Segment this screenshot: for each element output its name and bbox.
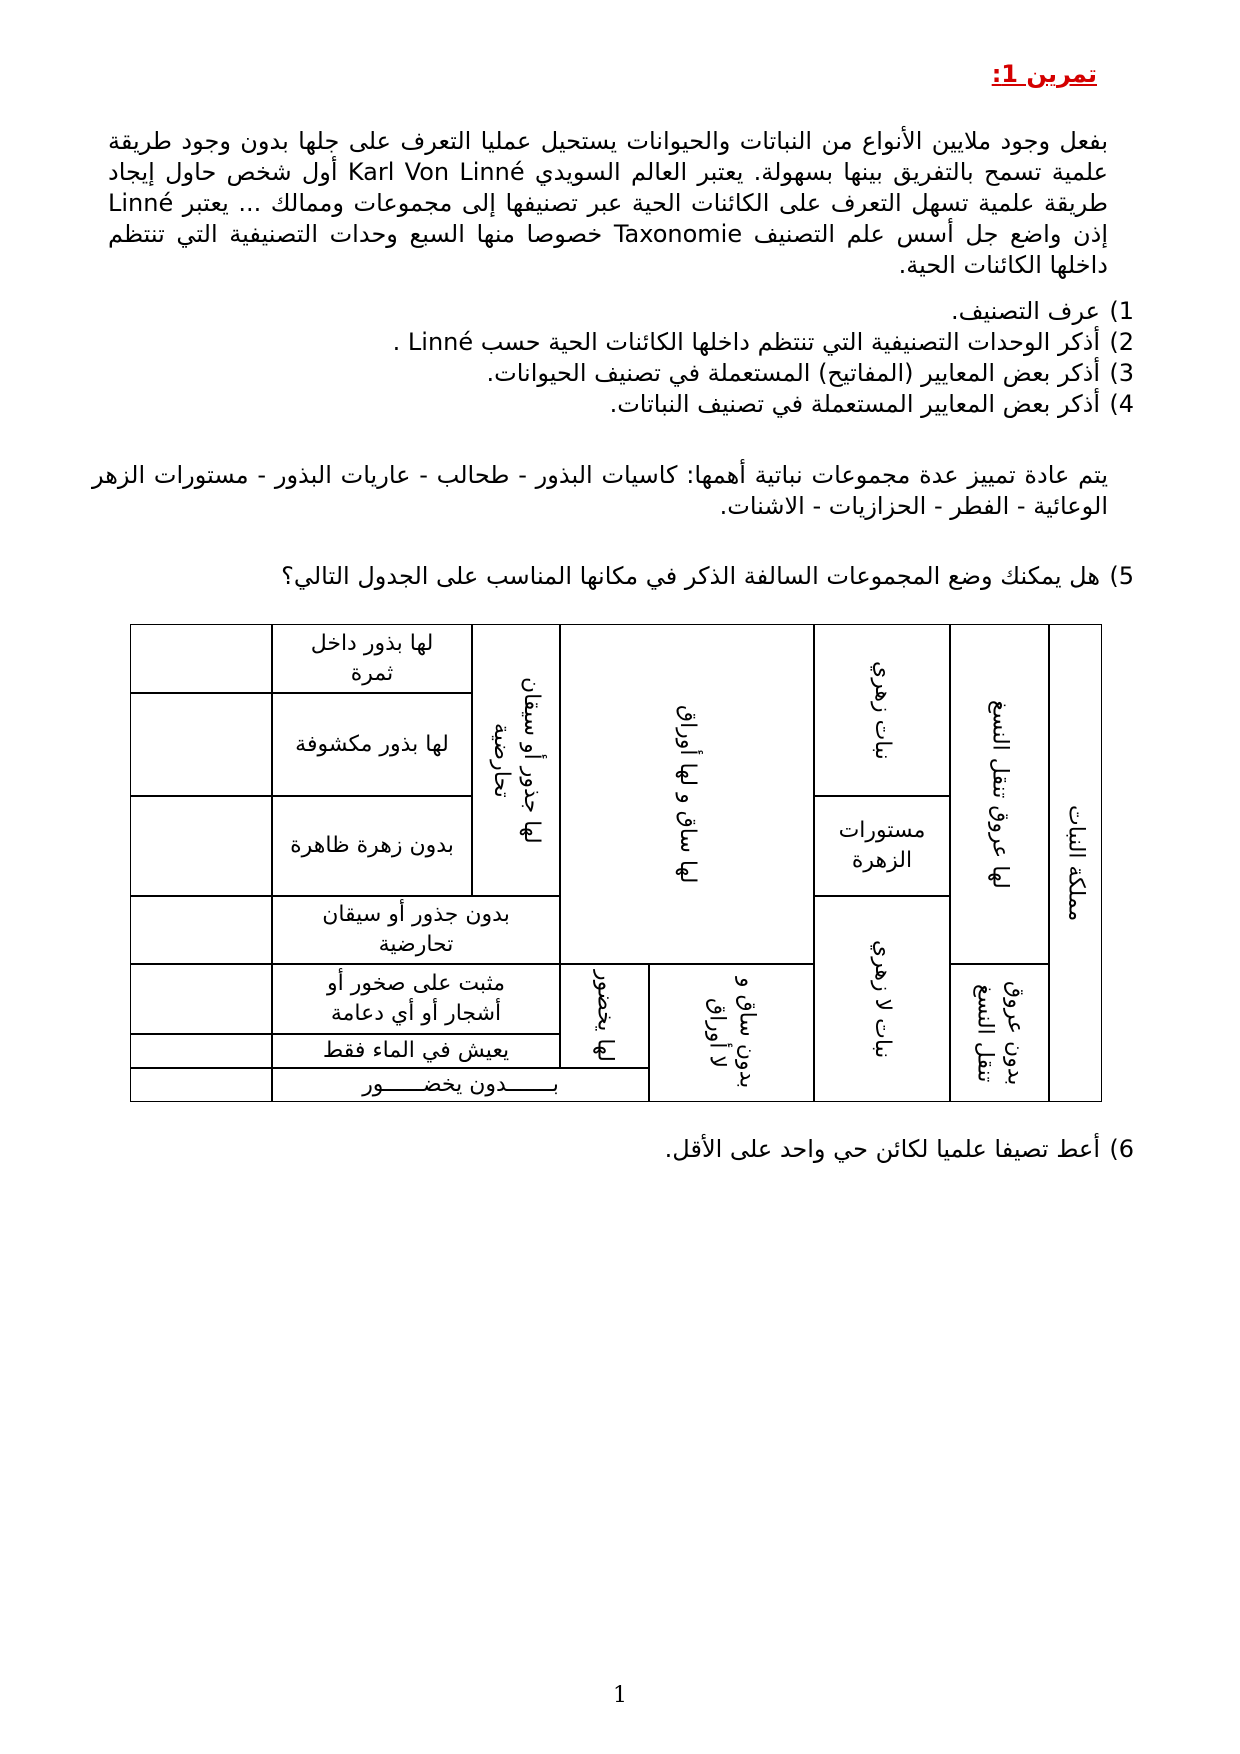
answer-cell[interactable]	[130, 796, 272, 896]
exercise-title: تمرين 1:	[991, 60, 1097, 88]
question-5	[174, 562, 1134, 590]
no-chlorophyll-label: بـــــــدون يخضــــــور	[362, 1072, 559, 1097]
stem-leaves-cell	[560, 624, 814, 964]
question-item	[174, 389, 1134, 420]
question-number: 1)	[1109, 297, 1134, 325]
vascular-cell	[950, 624, 1049, 964]
flowering-cell	[814, 624, 950, 796]
naked-seeds-label: لها بذور مكشوفة	[295, 731, 449, 757]
question-text: أعط تصيفا علميا لكائن حي واحد على الأقل.	[664, 1135, 1100, 1163]
stem-leaves-label: لها ساق و لها أوراق	[675, 704, 700, 884]
question-text: أذكر بعض المعايير المستعملة في تصنيف النباتات.	[609, 390, 1100, 418]
non-flowering-cell	[814, 896, 950, 1102]
answer-cell[interactable]	[130, 896, 272, 964]
question-text: أذكر الوحدات التصنيفية التي تنتظم داخلها الكائنات الحية حسب Linné .	[392, 328, 1100, 356]
non-flowering-label: نبات لا زهري	[870, 939, 895, 1059]
cryptogam-vascular-label: مستورات الزهرة	[838, 818, 926, 873]
chlorophyll-label: لها يخضور	[592, 970, 618, 1062]
page-number: 1	[613, 1683, 627, 1708]
lives-in-water-label: يعيش في الماء فقط	[322, 1038, 510, 1063]
question-number: 6)	[1109, 1135, 1134, 1163]
cryptogam-vascular-cell	[814, 796, 950, 896]
groups-paragraph: يتم عادة تمييز عدة مجموعات نباتية أهمها: كاسيات البذور - طحالب - عاريات البذور - مستورات الزهر الوعائية - الفطر - الحزازيات - الاشنات.	[92, 461, 1108, 520]
lives-in-water-cell	[272, 1034, 560, 1068]
question-item	[174, 327, 1134, 358]
fixed-on-rocks-cell	[272, 964, 560, 1034]
seeds-in-fruit-label: لها بذور داخل ثمرة	[310, 630, 434, 686]
no-visible-flower-cell	[272, 796, 472, 896]
question-number: 4)	[1109, 390, 1134, 418]
vascular-label: لها عروق تنقل النسغ	[987, 699, 1013, 889]
roots-rhizomes-cell	[472, 624, 560, 896]
answer-cell[interactable]	[130, 964, 272, 1034]
no-roots-rhizomes-cell	[272, 896, 560, 964]
no-roots-rhizomes-label: بدون جذور أو سيقان تحارضية	[322, 902, 510, 957]
kingdom-cell	[1049, 624, 1102, 1102]
roots-rhizomes-label: لها جذور أو سيقان تحارضية	[489, 676, 544, 844]
question-text: أذكر بعض المعايير (المفاتيح) المستعملة في تصنيف الحيوانات.	[486, 359, 1100, 387]
question-item	[174, 358, 1134, 389]
fixed-on-rocks-label: مثبت على صخور أو أشجار أو أي دعامة	[327, 971, 505, 1026]
naked-seeds-cell	[272, 693, 472, 796]
question-list	[174, 296, 1134, 420]
question-text: هل يمكنك وضع المجموعات السالفة الذكر في مكانها المناسب على الجدول التالي؟	[281, 562, 1100, 590]
answer-cell[interactable]	[130, 693, 272, 796]
kingdom-label: مملكة النبات	[1063, 804, 1089, 922]
question-number: 5)	[1109, 562, 1134, 590]
answer-cell[interactable]	[130, 1068, 272, 1102]
question-number: 2)	[1109, 328, 1134, 356]
no-chlorophyll-cell	[272, 1068, 649, 1102]
seeds-in-fruit-cell	[272, 624, 472, 693]
flowering-label: نبات زهري	[870, 660, 895, 760]
non-vascular-cell	[950, 964, 1049, 1102]
question-item	[174, 296, 1134, 327]
non-vascular-label: بدون عروق تنقل النسغ	[972, 980, 1028, 1086]
intro-paragraph: بفعل وجود ملايين الأنواع من النباتات والحيوانات يستحيل عمليا التعرف على جلها بدون وجود طريقة علمية تسمح بالتفريق بينها بسهولة. يعتبر العالم السويدي Karl Von Linné أول شخص حاول إيجاد طريقة علمية تسهل التعرف على الكائنات الحية عبر تصنيفها إلى مجموعات وممالك ... يعتبر Linné إذن واضع جل أسس علم التصنيف Taxonomie خصوصا منها السبع وحدات التصنيفية التي تنتظم داخلها الكائنات الحية.	[108, 127, 1109, 279]
question-6	[174, 1135, 1134, 1163]
no-stem-leaves-label: بدون ساق و لا أوراق	[704, 977, 760, 1089]
chlorophyll-cell	[560, 964, 649, 1068]
no-visible-flower-label: بدون زهرة ظاهرة	[290, 833, 454, 858]
question-number: 3)	[1109, 359, 1134, 387]
question-text: عرف التصنيف.	[950, 297, 1100, 325]
no-stem-leaves-cell	[649, 964, 814, 1102]
answer-cell[interactable]	[130, 1034, 272, 1068]
classification-table	[130, 624, 1102, 1102]
answer-cell[interactable]	[130, 624, 272, 693]
